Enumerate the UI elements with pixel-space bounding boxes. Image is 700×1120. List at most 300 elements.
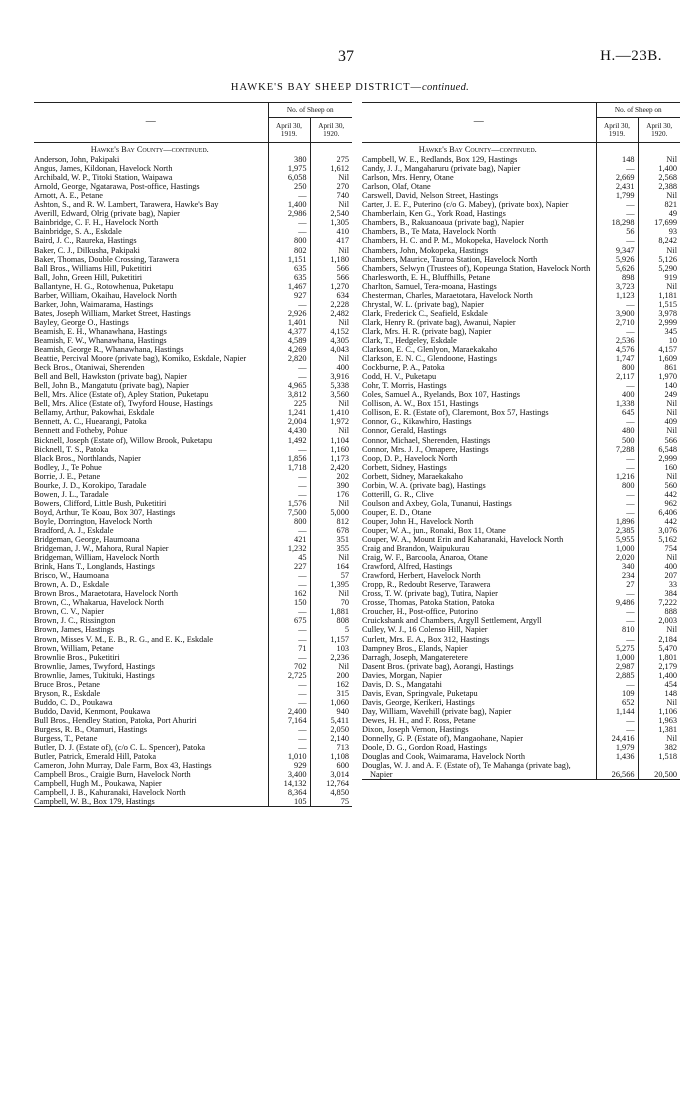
- sheep-1920-cell: Nil: [310, 354, 352, 363]
- sheep-1920-cell: Nil: [310, 499, 352, 508]
- sheep-1920-cell: 5,411: [310, 716, 352, 725]
- sheep-1920-cell: Nil: [310, 662, 352, 671]
- table-row: [34, 408, 352, 417]
- table-row: [34, 571, 352, 580]
- table-row: [362, 544, 680, 553]
- sheep-1920-cell: 164: [310, 562, 352, 571]
- owner-name-cell: Baker, Thomas, Double Crossing, Tarawera: [34, 254, 180, 264]
- table-row: [34, 761, 352, 770]
- table-row: [34, 417, 352, 426]
- sheep-1920-cell: 345: [638, 327, 680, 336]
- sheep-1919-cell: 2,987: [596, 662, 638, 671]
- owner-name-cell: Beattie, Percival Moore (private bag), Komiko, Eskdale, Napier: [34, 354, 247, 364]
- owner-name-cell: Davis, George, Kerikeri, Hastings: [362, 697, 475, 707]
- owner-name-cell: Chambers, Selwyn (Trustees of), Kopeunga Station, Havelock North: [362, 263, 591, 273]
- table-row: [362, 716, 680, 725]
- sheep-1920-cell: 2,184: [638, 635, 680, 644]
- sheep-1920-cell: 10: [638, 336, 680, 345]
- sheep-1920-cell: 270: [310, 182, 352, 191]
- owner-name-cell: Couper, John H., Havelock North: [362, 516, 474, 526]
- sheep-1919-cell: 675: [268, 616, 310, 625]
- sheep-count-header: No. of Sheep on: [268, 103, 352, 118]
- sheep-1920-cell: 400: [638, 562, 680, 571]
- owner-name-cell: Davies, Morgan, Napier: [362, 670, 443, 680]
- county-subheading: Hawke's Bay County—continued.: [418, 145, 537, 154]
- sheep-1919-cell: —: [268, 227, 310, 236]
- table-row: [34, 227, 352, 236]
- owner-name-cell: Chamberlain, Ken G., York Road, Hastings: [362, 209, 506, 219]
- owner-name-cell: Beamish, George R., Whanawhana, Hastings: [34, 345, 184, 355]
- table-row: [34, 182, 352, 191]
- sheep-1920-cell: 2,420: [310, 463, 352, 472]
- owner-name-cell: Corbett, Sidney, Hastings: [362, 462, 447, 472]
- table-row: [34, 381, 352, 390]
- owner-name-cell: Bridgeman, George, Haumoana: [34, 535, 140, 545]
- sheep-1919-cell: 500: [596, 436, 638, 445]
- sheep-1920-cell: Nil: [638, 472, 680, 481]
- table-row: [362, 752, 680, 761]
- sheep-1919-cell: 380: [268, 155, 310, 164]
- owner-name-cell: Bowen, J. L., Taradale: [34, 489, 109, 499]
- owner-name-cell: Davis, Evan, Springvale, Puketapu: [362, 688, 478, 698]
- owner-name-cell: Clark, Mrs. H. R. (private bag), Napier: [362, 326, 492, 336]
- sheep-1920-cell: 417: [310, 236, 352, 245]
- sheep-1919-cell: 1,216: [596, 472, 638, 481]
- table-row: [362, 671, 680, 680]
- table-row: [34, 508, 352, 517]
- table-row: [362, 417, 680, 426]
- sheep-1920-cell: 5,000: [310, 508, 352, 517]
- county-subheading: Hawke's Bay County—continued.: [90, 145, 209, 154]
- sheep-1920-cell: 400: [310, 363, 352, 372]
- owner-name-cell: Cameron, John Murray, Dale Farm, Box 43, Hastings: [34, 761, 212, 771]
- sheep-1920-cell: 919: [638, 273, 680, 282]
- sheep-1920-cell: 3,014: [310, 770, 352, 779]
- owner-name-cell: Bruce Bros., Petane: [34, 679, 100, 689]
- sheep-1920-cell: 384: [638, 589, 680, 598]
- sheep-1919-cell: —: [268, 653, 310, 662]
- table-row: [362, 264, 680, 273]
- sheep-1919-cell: —: [268, 625, 310, 634]
- left-table-section: [34, 102, 352, 807]
- owner-name-cell: Donnelly, G. P. (Estate of), Mangaohane, Napier: [362, 734, 523, 744]
- sheep-1919-cell: —: [268, 472, 310, 481]
- sheep-1919-cell: —: [596, 499, 638, 508]
- sheep-1920-cell: 1,801: [638, 653, 680, 662]
- sheep-1920-cell: 2,999: [638, 318, 680, 327]
- owner-name-cell: Brisco, W., Haumoana: [34, 571, 109, 581]
- table-row: [34, 779, 352, 788]
- owner-name-cell: Cohr, T. Morris, Hastings: [362, 381, 447, 391]
- sheep-1919-cell: —: [596, 300, 638, 309]
- sheep-1919-cell: —: [268, 635, 310, 644]
- owner-name-cell: Bayley, George O., Hastings: [34, 317, 129, 327]
- sheep-1919-cell: 4,430: [268, 426, 310, 435]
- table-row: [34, 743, 352, 752]
- table-row: [362, 426, 680, 435]
- page-number: 37: [338, 48, 354, 65]
- table-row: [34, 472, 352, 481]
- sheep-1920-cell: 821: [638, 200, 680, 209]
- table-row: [362, 698, 680, 707]
- table-row: [362, 291, 680, 300]
- sheep-1920-cell: 5,470: [638, 644, 680, 653]
- sheep-1919-cell: —: [268, 725, 310, 734]
- owner-name-cell: Chambers, John, Mokopeka, Hastings: [362, 245, 489, 255]
- table-row: [362, 653, 680, 662]
- table-row: [34, 454, 352, 463]
- sheep-1919-cell: 1,718: [268, 463, 310, 472]
- sheep-1920-cell: 7,222: [638, 598, 680, 607]
- sheep-1919-cell: —: [268, 526, 310, 535]
- sheep-1920-cell: 20,500: [638, 761, 680, 780]
- sheep-1920-cell: 382: [638, 743, 680, 752]
- owner-column-header: —: [34, 103, 268, 143]
- table-row: [362, 336, 680, 345]
- sheep-1919-cell: 6,058: [268, 173, 310, 182]
- sheep-1920-cell: 176: [310, 490, 352, 499]
- sheep-1919-cell: 1,241: [268, 408, 310, 417]
- sheep-1919-cell: —: [596, 327, 638, 336]
- owner-name-cell: Crawford, Herbert, Havelock North: [362, 571, 481, 581]
- owner-name-cell: Curlett, Mrs. E. A., Box 312, Hastings: [362, 634, 490, 644]
- owner-name-cell: Davis, D. S., Mangatahi: [362, 679, 442, 689]
- owner-name-cell: Brink, Hans T., Longlands, Hastings: [34, 562, 155, 572]
- owner-name-cell: Angus, James, Kildonan, Havelock North: [34, 164, 173, 174]
- sheep-1920-cell: 1,305: [310, 218, 352, 227]
- table-row: [362, 399, 680, 408]
- sheep-1919-cell: 1,010: [268, 752, 310, 761]
- table-row: [362, 607, 680, 616]
- table-row: [34, 363, 352, 372]
- sheep-1919-cell: 5,626: [596, 264, 638, 273]
- sheep-1920-cell: 315: [310, 689, 352, 698]
- sheep-1920-cell: 812: [310, 517, 352, 526]
- owner-column-header: —: [362, 103, 596, 143]
- table-row: [34, 236, 352, 245]
- sheep-1919-cell: 18,298: [596, 218, 638, 227]
- sheep-1920-cell: 442: [638, 517, 680, 526]
- sheep-1920-cell: 8,242: [638, 236, 680, 245]
- sheep-1919-cell: —: [268, 571, 310, 580]
- sheep-1920-cell: 454: [638, 680, 680, 689]
- sheep-1920-cell: 3,076: [638, 526, 680, 535]
- owner-name-cell: Brownlie Bros., Puketitiri: [34, 652, 120, 662]
- owner-name-cell: Dampney Bros., Elands, Napier: [362, 643, 468, 653]
- sheep-1920-cell: Nil: [310, 589, 352, 598]
- sheep-1919-cell: 1,401: [268, 318, 310, 327]
- sheep-1920-cell: 351: [310, 535, 352, 544]
- table-row: [362, 625, 680, 634]
- sheep-1919-cell: —: [268, 490, 310, 499]
- sheep-1920-cell: 1,270: [310, 282, 352, 291]
- sheep-1920-cell: 390: [310, 481, 352, 490]
- table-row: [362, 200, 680, 209]
- owner-name-cell: Buddo, David, Kenmont, Poukawa: [34, 706, 151, 716]
- owner-name-cell: Chrystal, W. L. (private bag), Napier: [362, 299, 484, 309]
- sheep-1919-cell: 3,812: [268, 390, 310, 399]
- sheep-1920-cell: 1,400: [638, 164, 680, 173]
- owner-name-cell: Clarkson, E. C., Glenlyon, Maraekakaho: [362, 345, 498, 355]
- table-row: [34, 463, 352, 472]
- table-row: [34, 625, 352, 634]
- sheep-1920-cell: Nil: [638, 399, 680, 408]
- sheep-1920-cell: Nil: [638, 282, 680, 291]
- owner-name-cell: Campbell, W. E., Redlands, Box 129, Hastings: [362, 155, 518, 165]
- owner-name-cell: Craig and Brandon, Waipukurau: [362, 544, 470, 554]
- sheep-1919-cell: 71: [268, 644, 310, 653]
- sheep-1920-cell: Nil: [638, 698, 680, 707]
- owner-name-cell: Bryson, R., Eskdale: [34, 688, 101, 698]
- sheep-1920-cell: 355: [310, 544, 352, 553]
- owner-name-cell: Clark, T., Hedgeley, Eskdale: [362, 335, 457, 345]
- sheep-1920-cell: Nil: [310, 318, 352, 327]
- sheep-1919-cell: 635: [268, 273, 310, 282]
- sheep-1919-cell: —: [596, 716, 638, 725]
- sheep-1919-cell: 645: [596, 408, 638, 417]
- owner-name-cell: Dixon, Joseph Vernon, Hastings: [362, 725, 469, 734]
- sheep-1920-cell: Nil: [638, 734, 680, 743]
- sheep-1919-cell: 702: [268, 662, 310, 671]
- sheep-1920-cell: 49: [638, 209, 680, 218]
- sheep-1919-cell: 2,725: [268, 671, 310, 680]
- sheep-1920-cell: 2,236: [310, 653, 352, 662]
- sheep-1920-cell: 33: [638, 580, 680, 589]
- owner-name-cell: Corbett, Sidney, Maraekakaho: [362, 471, 463, 481]
- sheep-1919-cell: 1,123: [596, 291, 638, 300]
- owner-name-cell: Bates, Joseph William, Market Street, Hastings: [34, 308, 191, 318]
- table-row: [34, 372, 352, 381]
- table-row: [362, 761, 680, 780]
- table-row: [362, 436, 680, 445]
- owner-name-cell: Bennett and Fotheby, Pohue: [34, 426, 128, 436]
- table-row: [34, 689, 352, 698]
- table-row: [362, 499, 680, 508]
- sheep-1919-cell: 2,004: [268, 417, 310, 426]
- owner-name-cell: Bridgeman, William, Havelock North: [34, 553, 160, 563]
- owner-name-cell: Averill, Edward, Olrig (private bag), Napier: [34, 209, 180, 219]
- table-row: [362, 327, 680, 336]
- sheep-1919-cell: 3,723: [596, 282, 638, 291]
- table-row: [34, 191, 352, 200]
- table-row: [362, 381, 680, 390]
- sheep-1920-cell: 3,978: [638, 309, 680, 318]
- table-row: [362, 463, 680, 472]
- sheep-1919-cell: —: [268, 680, 310, 689]
- owner-name-cell: Beamish, E. H., Whanawhana, Hastings: [34, 326, 167, 336]
- sheep-1920-cell: 1,381: [638, 725, 680, 734]
- sheep-1920-cell: 275: [310, 155, 352, 164]
- owner-name-cell: Archibald, W. P., Titoki Station, Waipawa: [34, 173, 173, 183]
- sheep-1919-cell: —: [268, 191, 310, 200]
- owner-name-cell: Clark, Frederick C., Seafield, Eskdale: [362, 308, 488, 318]
- sheep-1920-cell: 3,560: [310, 390, 352, 399]
- sheep-1919-cell: —: [596, 616, 638, 625]
- sheep-1919-cell: 2,926: [268, 309, 310, 318]
- table-row: [362, 517, 680, 526]
- sheep-1919-cell: 1,338: [596, 399, 638, 408]
- table-row: [34, 164, 352, 173]
- owner-name-cell: Brown, C., Whakarua, Havelock North: [34, 598, 164, 608]
- owner-name-cell: Carter, J. E. F., Puterino (c/o G. Mabey), (private box), Napier: [362, 200, 569, 210]
- sheep-1919-cell: 340: [596, 562, 638, 571]
- table-row: [34, 300, 352, 309]
- owner-name-cell: Bull Bros., Hendley Station, Patoka, Port Ahuriri: [34, 715, 197, 725]
- sheep-1920-cell: 1,410: [310, 408, 352, 417]
- sheep-1919-cell: 4,589: [268, 336, 310, 345]
- table-row: [34, 589, 352, 598]
- sheep-1919-cell: 1,975: [268, 164, 310, 173]
- sheep-1920-cell: 1,160: [310, 445, 352, 454]
- table-row: [362, 309, 680, 318]
- sheep-1919-cell: —: [596, 635, 638, 644]
- table-row: [362, 182, 680, 191]
- sheep-1919-cell: 652: [596, 698, 638, 707]
- table-row: [362, 390, 680, 399]
- sheep-1919-cell: 5,955: [596, 535, 638, 544]
- sheep-1919-cell: —: [268, 734, 310, 743]
- sheep-1919-cell: 1,896: [596, 517, 638, 526]
- sheep-1919-cell: 800: [596, 481, 638, 490]
- owner-name-cell: Brown Bros., Maraetotara, Havelock North: [34, 589, 179, 599]
- table-row: [34, 273, 352, 282]
- table-row: [34, 716, 352, 725]
- table-row: [34, 291, 352, 300]
- table-row: [34, 580, 352, 589]
- sheep-1919-cell: —: [268, 372, 310, 381]
- sheep-1920-cell: 560: [638, 481, 680, 490]
- sheep-1919-cell: 162: [268, 589, 310, 598]
- table-row: [34, 490, 352, 499]
- table-row: [34, 309, 352, 318]
- sheep-1920-cell: 861: [638, 363, 680, 372]
- owner-name-cell: Beamish, F. W., Whanawhana, Hastings: [34, 335, 167, 345]
- owner-name-cell: Bridgeman, J. W., Mahora, Rural Napier: [34, 544, 169, 554]
- table-row: [362, 743, 680, 752]
- table-row: [362, 689, 680, 698]
- owner-name-cell: Brownlie, James, Tukituki, Hastings: [34, 670, 155, 680]
- sheep-1919-cell: 2,431: [596, 182, 638, 191]
- sheep-1919-cell: 227: [268, 562, 310, 571]
- sheep-1919-cell: 927: [268, 291, 310, 300]
- owner-name-cell: Culley, W. J., 16 Colenso Hill, Napier: [362, 625, 488, 635]
- sheep-1920-cell: 103: [310, 644, 352, 653]
- sheep-1920-cell: 2,003: [638, 616, 680, 625]
- owner-name-cell: Bourke, J. D., Korokipo, Taradale: [34, 480, 147, 490]
- sheep-1920-cell: Nil: [638, 426, 680, 435]
- sheep-1919-cell: 225: [268, 399, 310, 408]
- sheep-1920-cell: 160: [638, 463, 680, 472]
- sheep-1919-cell: —: [268, 689, 310, 698]
- sheep-1919-cell: 3,400: [268, 770, 310, 779]
- sheep-1920-cell: 1,104: [310, 436, 352, 445]
- sheep-1919-cell: 1,436: [596, 752, 638, 761]
- sheep-1919-cell: —: [596, 607, 638, 616]
- table-row: [34, 399, 352, 408]
- owner-name-cell: Burgess, T., Petane: [34, 734, 98, 744]
- owner-name-cell: Chambers, Maurice, Tauroa Station, Havelock North: [362, 254, 538, 264]
- page-reference: H.—23B.: [600, 48, 662, 64]
- owner-name-cell: Bodley, J., Te Pohue: [34, 462, 102, 472]
- sheep-1919-cell: —: [268, 218, 310, 227]
- sheep-1920-cell: 2,568: [638, 173, 680, 182]
- owner-name-cell: Boyle, Dorrington, Havelock North: [34, 516, 153, 526]
- table-row: [34, 770, 352, 779]
- owner-name-cell: Bainbridge, C. F. H., Havelock North: [34, 218, 159, 228]
- owner-name-cell: Bell, John B., Mangatutu (private bag), Napier: [34, 381, 189, 391]
- table-row: [34, 544, 352, 553]
- sheep-1920-cell: 1,157: [310, 635, 352, 644]
- right-table-section: [362, 102, 680, 780]
- sheep-1920-cell: Nil: [310, 553, 352, 562]
- sheep-1919-cell: 1,000: [596, 653, 638, 662]
- sheep-1920-cell: 6,548: [638, 445, 680, 454]
- sheep-1919-cell: 9,486: [596, 598, 638, 607]
- sheep-1920-cell: 940: [310, 707, 352, 716]
- sheep-1920-cell: 2,482: [310, 309, 352, 318]
- sheep-1919-cell: 1,232: [268, 544, 310, 553]
- sheep-1920-cell: 410: [310, 227, 352, 236]
- sheep-1920-cell: 754: [638, 544, 680, 553]
- owner-name-cell: Carlson, Olaf, Otane: [362, 182, 431, 192]
- sheep-1920-cell: 1,106: [638, 707, 680, 716]
- sheep-1919-cell: 800: [596, 363, 638, 372]
- table-row: [362, 454, 680, 463]
- sheep-1919-cell: —: [596, 508, 638, 517]
- sheep-1919-cell: —: [596, 164, 638, 173]
- table-row: [362, 598, 680, 607]
- owner-name-cell: Ball, John, Green Hill, Puketitiri: [34, 272, 143, 282]
- owner-name-cell: Coulson and Axbey, Gola, Tunanui, Hastings: [362, 498, 512, 508]
- owner-name-cell: Borrie, J. E., Petane: [34, 471, 101, 481]
- owner-name-cell: Douglas, W. J. and A. F. (Estate of), Te Mahanga (private bag), Napier: [362, 761, 596, 780]
- sheep-1920-cell: 409: [638, 417, 680, 426]
- sheep-1919-cell: 2,885: [596, 671, 638, 680]
- table-row: [34, 209, 352, 218]
- owner-name-cell: Campbell, Hugh M., Poukawa, Napier: [34, 779, 162, 789]
- owner-name-cell: Corbin, W. A. (private bag), Hastings: [362, 480, 486, 490]
- owner-name-cell: Brown, C. V., Napier: [34, 607, 104, 617]
- sheep-1919-cell: 45: [268, 553, 310, 562]
- sheep-1919-cell: 1,747: [596, 354, 638, 363]
- sheep-1920-cell: 162: [310, 680, 352, 689]
- sheep-1920-cell: 2,999: [638, 454, 680, 463]
- table-row: [34, 336, 352, 345]
- sheep-1920-cell: 202: [310, 472, 352, 481]
- sheep-1920-cell: Nil: [638, 553, 680, 562]
- owner-name-cell: Day, William, Wavehill (private bag), Napier: [362, 706, 512, 716]
- owner-name-cell: Campbell, J. B., Kahuranaki, Havelock North: [34, 788, 186, 798]
- table-row: [34, 436, 352, 445]
- sheep-1920-cell: 1,515: [638, 300, 680, 309]
- table-row: [362, 354, 680, 363]
- sheep-1919-cell: 26,566: [596, 761, 638, 780]
- table-row: [362, 734, 680, 743]
- owner-name-cell: Campbell, W. B., Box 179, Hastings: [34, 797, 268, 807]
- owner-name-cell: Charlton, Samuel, Tera-moana, Hastings: [362, 281, 497, 291]
- table-row: [34, 526, 352, 535]
- sheep-1920-cell: 1,609: [638, 354, 680, 363]
- sheep-1919-cell: 27: [596, 580, 638, 589]
- sheep-1919-cell: —: [596, 236, 638, 245]
- sheep-1919-cell: 480: [596, 426, 638, 435]
- sheep-1920-cell: 1,400: [638, 671, 680, 680]
- sheep-1919-cell: 2,536: [596, 336, 638, 345]
- sheep-1920-cell: 1,963: [638, 716, 680, 725]
- county-subheading-row: [362, 143, 680, 156]
- owner-name-cell: Bell, Mrs. Alice (Estate of), Twyford House, Hastings: [34, 399, 213, 409]
- table-row: [362, 300, 680, 309]
